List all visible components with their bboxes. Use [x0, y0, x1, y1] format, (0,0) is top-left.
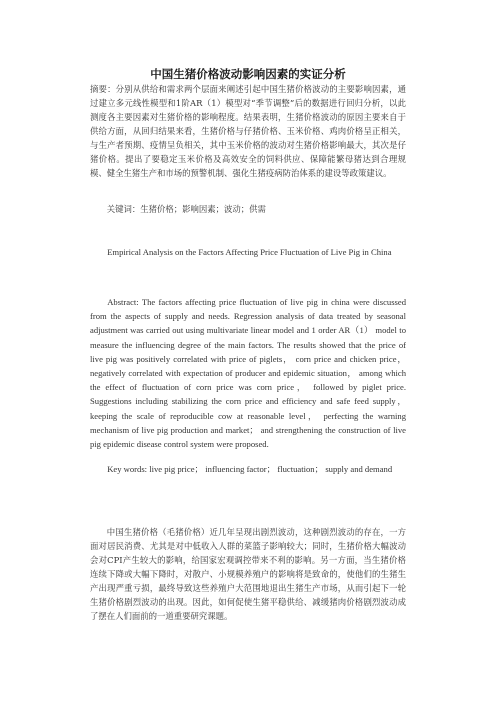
keywords-english: Key words: live pig price； influencing factor； fluctuation； supply and demand — [107, 464, 393, 474]
abstract-english: Abstract: The factors affecting price fluctuation of live pig in china were discussed from the aspects of supply and needs. Regression analysis of data treated by seasonal adjustment was carried out using multivariate linear model and 1 order AR（1） model to measure the influencing degree of the main factors. The results showed that the price of live pig was positively correlated with price of piglets， corn price and chicken price， negatively correlated with expectation of producer and epidemic situation， among which the effect of fluctuation of corn price was corn price， followed by piglet price. Suggestions including stabilizing the corn price and efficiency and safe feed supply， keeping the scale of reproducible cow at reasonable level， perfecting the warning mechanism of live pig production and market； and strengthening the construction of live pig epidemic disease control system were proposed. — [90, 297, 406, 450]
keywords-chinese: 关键词：生猪价格；影响因素；波动；供需 — [106, 204, 266, 214]
english-title: Empirical Analysis on the Factors Affecting Price Fluctuation of Live Pig in China — [107, 247, 392, 257]
body-paragraph: 中国生猪价格（毛猪价格）近几年呈现出剧烈波动，这种剧烈波动的存在，一方面对居民消费、尤其是对中低收入人群的菜篮子影响较大；同时，生猪价格大幅波动会对CPI产生较大的影响，给国家宏观调控带来不利的影响。另一方面，当生猪价格连续下降或大幅下降时，对散户、小规模养殖户的影响将是致命的，使他们的生猪生产出现严重亏损，最终导致这些养殖户大范围地退出生猪生产市场，从而引起下一轮生猪价格剧烈波动的出现。因此，如何促使生猪平稳供给、减缓猪肉价格剧烈波动成了摆在人们面前的一道重要研究课题。 — [90, 527, 406, 621]
abstract-chinese: 摘要：分别从供给和需求两个层面来阐述引起中国生猪价格波动的主要影响因素，通过建立多元线性模型和1阶AR（1）模型对“季节调整”后的数据进行回归分析，以此测度各主要因素对生猪价格的影响程度。结果表明，生猪价格波动的原因主要来自于供给方面，从回归结果来看，生猪价格与仔猪价格、玉米价格、鸡肉价格呈正相关，与生产者预期、疫情呈负相关，其中玉米价格的波动对生猪价格影响最大，其次是仔猪价格。提出了要稳定玉米价格及高效安全的饲料供应、保障能繁母猪达到合理规模、健全生猪生产和市场的预警机制、强化生猪疫病防治体系的建设等政策建议。 — [90, 84, 406, 178]
paper-title: 中国生猪价格波动影响因素的实证分析 — [150, 67, 346, 81]
